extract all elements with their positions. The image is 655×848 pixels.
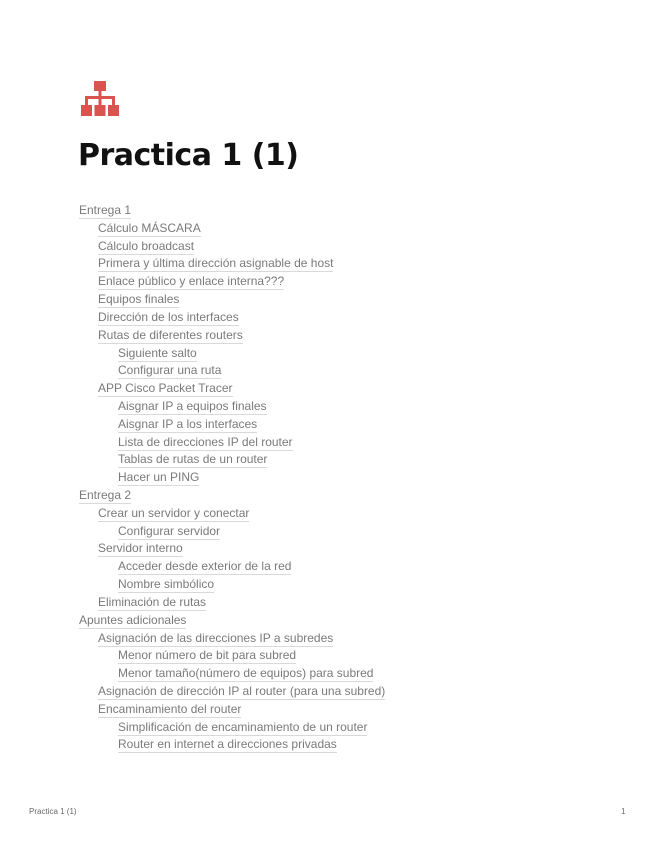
toc-link[interactable]: Acceder desde exterior de la red xyxy=(118,559,292,574)
toc-link[interactable]: Dirección de los interfaces xyxy=(98,309,239,324)
footer-page-number: 1 xyxy=(621,807,626,816)
toc-link[interactable]: Aisgnar IP a los interfaces xyxy=(118,416,258,431)
toc-link[interactable]: Crear un servidor y conectar xyxy=(98,505,250,520)
toc-link[interactable]: Nombre simbólico xyxy=(118,577,215,592)
toc-link[interactable]: Siguiente salto xyxy=(118,345,197,360)
toc-item[interactable] xyxy=(79,523,619,541)
toc-item[interactable] xyxy=(79,220,619,238)
toc-item[interactable] xyxy=(79,701,619,719)
toc-item[interactable] xyxy=(79,451,619,469)
page-title: Practica 1 (1) xyxy=(78,138,299,173)
toc-item[interactable] xyxy=(79,309,619,327)
toc-link[interactable]: Menor número de bit para subred xyxy=(118,648,297,663)
toc-link[interactable]: Rutas de diferentes routers xyxy=(98,327,243,342)
toc-item[interactable] xyxy=(79,345,619,363)
toc-item[interactable] xyxy=(79,327,619,345)
toc-item[interactable] xyxy=(79,683,619,701)
toc-link[interactable]: Servidor interno xyxy=(98,541,183,556)
toc-item[interactable] xyxy=(79,291,619,309)
toc-link[interactable]: Asignación de dirección IP al router (para una subred) xyxy=(98,683,386,698)
toc-item[interactable] xyxy=(79,362,619,380)
toc-link[interactable]: Entrega 2 xyxy=(79,488,132,502)
toc-link[interactable]: Encaminamiento del router xyxy=(98,701,242,716)
toc-link[interactable]: Simplificación de encaminamiento de un router xyxy=(118,719,368,734)
toc-item[interactable] xyxy=(79,576,619,594)
toc-item[interactable] xyxy=(79,255,619,273)
toc-link[interactable]: Enlace público y enlace interna??? xyxy=(98,274,285,289)
table-of-contents xyxy=(79,202,619,754)
footer-title: Practica 1 (1) xyxy=(29,807,77,816)
toc-item[interactable] xyxy=(79,238,619,256)
toc-link[interactable]: Asignación de las direcciones IP a subredes xyxy=(98,630,334,645)
toc-item[interactable] xyxy=(79,202,619,220)
toc-item[interactable] xyxy=(79,398,619,416)
toc-link[interactable]: Configurar servidor xyxy=(118,523,221,538)
toc-item[interactable] xyxy=(79,273,619,291)
toc-item[interactable] xyxy=(79,719,619,737)
toc-link[interactable]: Configurar una ruta xyxy=(118,363,222,378)
toc-link[interactable]: Equipos finales xyxy=(98,292,180,307)
toc-link[interactable]: Tablas de rutas de un router xyxy=(118,452,268,467)
network-icon xyxy=(81,80,119,118)
toc-item[interactable] xyxy=(79,540,619,558)
toc-link[interactable]: Apuntes adicionales xyxy=(79,612,187,627)
toc-link[interactable]: Cálculo MÁSCARA xyxy=(98,220,201,235)
toc-link[interactable]: APP Cisco Packet Tracer xyxy=(98,381,233,396)
toc-link[interactable]: Eliminación de rutas xyxy=(98,594,207,609)
toc-item[interactable] xyxy=(79,434,619,452)
toc-link[interactable]: Lista de direcciones IP del router xyxy=(118,434,293,449)
toc-item[interactable] xyxy=(79,612,619,630)
toc-item[interactable] xyxy=(79,647,619,665)
toc-link[interactable]: Hacer un PING xyxy=(118,470,200,485)
toc-item[interactable] xyxy=(79,594,619,612)
toc-item[interactable] xyxy=(79,469,619,487)
toc-item[interactable] xyxy=(79,558,619,576)
toc-link[interactable]: Cálculo broadcast xyxy=(98,238,195,253)
toc-item[interactable] xyxy=(79,487,619,505)
toc-item[interactable] xyxy=(79,505,619,523)
toc-item[interactable] xyxy=(79,736,619,754)
toc-item[interactable] xyxy=(79,630,619,648)
toc-link[interactable]: Primera y última dirección asignable de host xyxy=(98,256,334,271)
toc-link[interactable]: Router en internet a direcciones privadas xyxy=(118,737,337,752)
toc-link[interactable]: Menor tamaño(número de equipos) para subred xyxy=(118,666,374,681)
toc-link[interactable]: Aisgnar IP a equipos finales xyxy=(118,398,267,413)
toc-link[interactable]: Entrega 1 xyxy=(79,203,132,217)
toc-item[interactable] xyxy=(79,380,619,398)
toc-item[interactable] xyxy=(79,665,619,683)
toc-item[interactable] xyxy=(79,416,619,434)
